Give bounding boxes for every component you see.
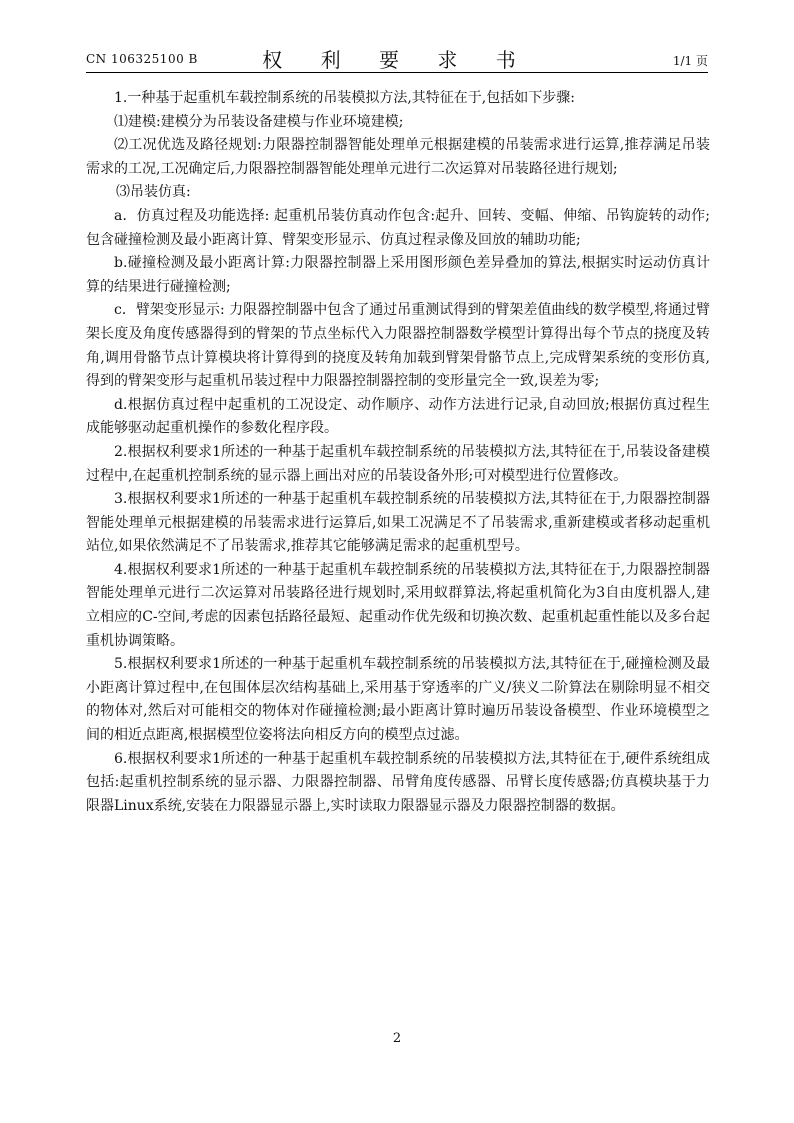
claim-1-step-3b: b.碰撞检测及最小距离计算:力限器控制器上采用图形颜色差异叠加的算法,根据实时运动仿真计算的结果进行碰撞检测; <box>86 255 710 295</box>
page-header <box>86 44 708 72</box>
claim-1-step-3c: c．臂架变形显示: 力限器控制器中包含了通过吊重测试得到的臂架差值曲线的数学模型,将通过臂架长度及角度传感器得到的臂架的节点坐标代入力限器控制器数学模型计算得出每个节点的挠度及转角,调用骨骼节点计算模块将计算得到的挠度及转角加载到臂架骨骼节点上,完成臂架系统的变形仿真,得到的臂架变形与起重机吊装过程中力限器控制器控制的变形量完全一致,误差为零; <box>86 302 710 390</box>
claim-1-intro: 1.一种基于起重机车载控制系统的吊装模拟方法,其特征在于,包括如下步骤: <box>114 90 575 106</box>
claims-text <box>86 87 710 818</box>
claim-1-step-3d: d.根据仿真过程中起重机的工况设定、动作顺序、动作方法进行记录,自动回放;根据仿真过程生成能够驱动起重机操作的参数化程序段。 <box>86 396 710 437</box>
patent-number: CN 106325100 B <box>86 52 198 66</box>
header-divider <box>86 72 708 73</box>
claim-1-step-1: ⑴建模:建模分为吊装设备建模与作业环境建模; <box>114 113 404 130</box>
page-number: 2 <box>392 1031 402 1046</box>
claim-5: 5.根据权利要求1所述的一种基于起重机车载控制系统的吊装模拟方法,其特征在于,碰撞检测及最小距离计算过程中,在包围体层次结构基础上,采用基于穿透率的广义/狭义二阶算法在剔除明显不相交的物体对,然后对可能相交的物体对作碰撞检测;最小距离计算时遍历吊装设备模型、作业环境模型之间的相近点距离,根据模型位姿将法向相反方向的模型点过滤。 <box>86 656 710 744</box>
claim-2: 2.根据权利要求1所述的一种基于起重机车载控制系统的吊装模拟方法,其特征在于,吊装设备建模过程中,在起重机控制系统的显示器上画出对应的吊装设备外形;可对模型进行位置修改。 <box>86 443 710 484</box>
document-title: 权 利 要 求 书 <box>262 48 532 72</box>
claim-1-step-2: ⑵工况优选及路径规划:力限器控制器智能处理单元根据建模的吊装需求进行运算,推荐满足吊装需求的工况,工况确定后,力限器控制器智能处理单元进行二次运算对吊装路径进行规划; <box>86 137 710 177</box>
claim-3: 3.根据权利要求1所述的一种基于起重机车载控制系统的吊装模拟方法,其特征在于,力限器控制器智能处理单元根据建模的吊装需求进行运算后,如果工况满足不了吊装需求,重新建模或者移动起重机站位,如果依然满足不了吊装需求,推荐其它能够满足需求的起重机型号。 <box>86 491 710 555</box>
claim-6: 6.根据权利要求1所述的一种基于起重机车载控制系统的吊装模拟方法,其特征在于,硬件系统组成包括:起重机控制系统的显示器、力限器控制器、吊臂角度传感器、吊臂长度传感器;仿真模块基于力限器Linux系统,安装在力限器显示器上,实时读取力限器显示器及力限器控制器的数据。 <box>86 750 710 814</box>
claim-4: 4.根据权利要求1所述的一种基于起重机车载控制系统的吊装模拟方法,其特征在于,力限器控制器智能处理单元进行二次运算对吊装路径进行规划时,采用蚁群算法,将起重机简化为3自由度机器人,建立相应的C-空间,考虑的因素包括路径最短、起重动作优先级和切换次数、起重机起重性能以及多台起重机协调策略。 <box>86 561 710 649</box>
claim-1-step-3a: a．仿真过程及功能选择: 起重机吊装仿真动作包含:起升、回转、变幅、伸缩、吊钩旋转的动作;包含碰撞检测及最小距离计算、臂架变形显示、仿真过程录像及回放的辅助功能; <box>86 207 710 248</box>
page-count: 1/1 页 <box>672 54 708 68</box>
claim-1-step-3: ⑶吊装仿真: <box>116 184 191 201</box>
